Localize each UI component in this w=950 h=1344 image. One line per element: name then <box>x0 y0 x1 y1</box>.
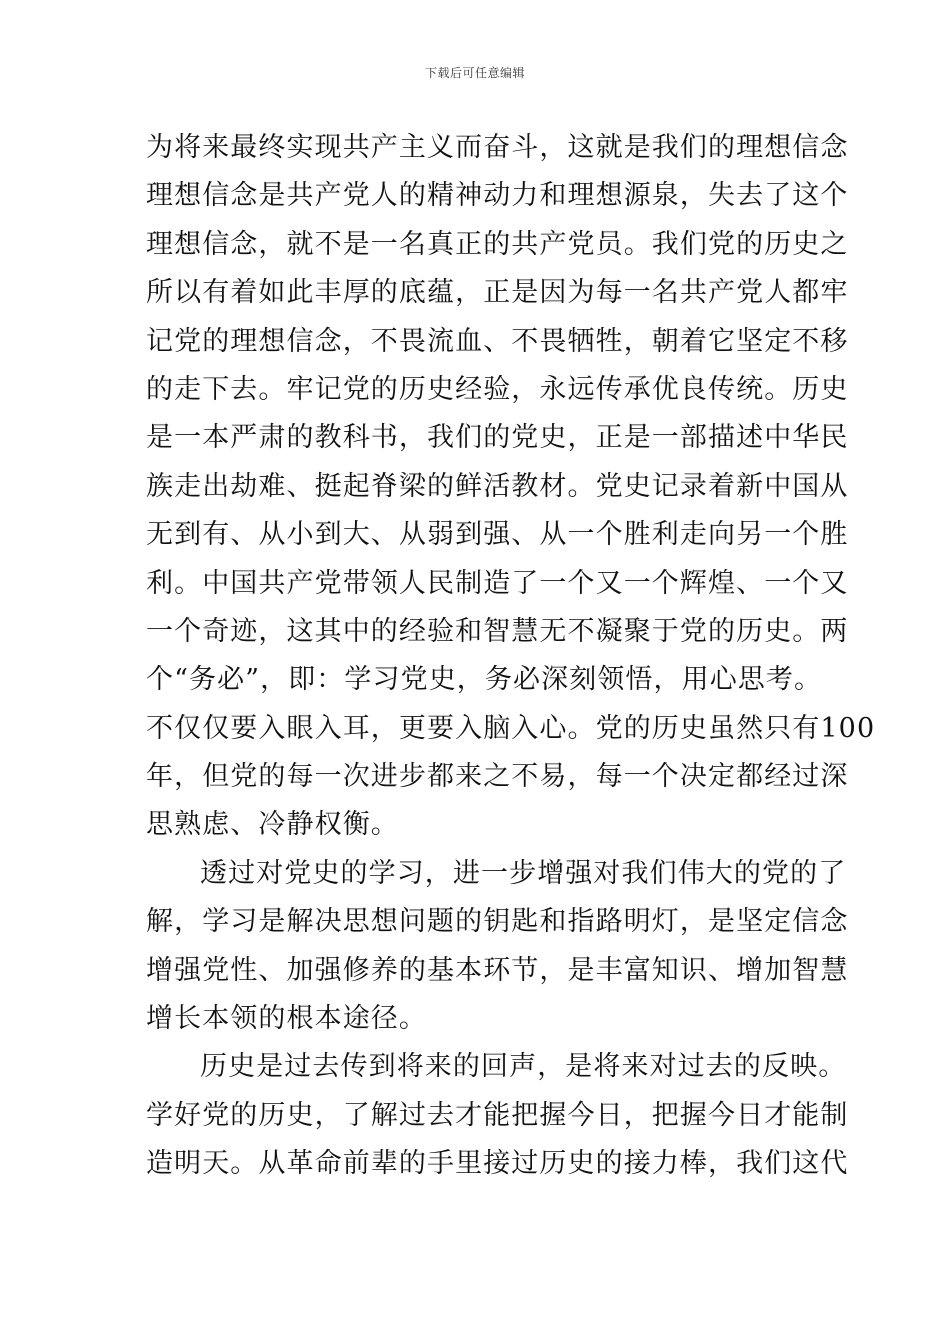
body-text <box>146 124 876 1189</box>
text-line: 为将来最终实现共产主义而奋斗，这就是我们的理想信念 <box>146 132 849 163</box>
text-line: 思熟虑、冷静权衡。 <box>146 809 399 841</box>
text-line: 理想信念，就不是一名真正的共产党员。我们党的历史之 <box>146 228 849 260</box>
text-line: 一个奇迹，这其中的经验和智慧无不凝聚于党的历史。两 <box>146 615 849 647</box>
header-note: 下载后可任意编辑 <box>424 66 525 80</box>
text-line: 解，学习是解决思想问题的钥匙和指路明灯，是坚定信念 <box>146 906 849 938</box>
text-line: 族走出劫难、挺起脊梁的鲜活教材。党史记录着新中国从 <box>146 470 849 502</box>
text-line: 记党的理想信念，不畏流血、不畏牺牲，朝着它坚定不移 <box>146 325 849 357</box>
text-line: 增强党性、加强修养的基本环节，是丰富知识、增加智慧 <box>146 954 849 986</box>
text-line: 的走下去。牢记党的历史经验，永远传承优良传统。历史 <box>146 373 849 405</box>
text-line: 造明天。从革命前辈的手里接过历史的接力棒，我们这代 <box>146 1148 849 1180</box>
text-line: 年，但党的每一次进步都来之不易，每一个决定都经过深 <box>146 761 849 793</box>
text-line: 所以有着如此丰厚的底蕴，正是因为每一名共产党人都牢 <box>146 277 849 309</box>
text-line: 是一本严肃的教科书，我们的党史，正是一部描述中华民 <box>146 422 849 454</box>
text-line: 增长本领的根本途径。 <box>146 1003 427 1035</box>
text-line: 无到有、从小到大、从弱到强、从一个胜利走向另一个胜 <box>146 519 849 551</box>
text-line: 理想信念是共产党人的精神动力和理想源泉，失去了这个 <box>146 180 849 212</box>
text-line: 利。中国共产党带领人民制造了一个又一个辉煌、一个又 <box>146 567 849 599</box>
text-line: 不仅仅要入眼入耳，更要入脑入心。党的历史虽然只有100 <box>146 712 876 744</box>
paragraph-start-line: 历史是过去传到将来的回声，是将来对过去的反映。 <box>200 1051 847 1083</box>
text-line: 学好党的历史，了解过去才能把握今日，把握今日才能制 <box>146 1099 849 1131</box>
paragraph-start-line: 透过对党史的学习，进一步增强对我们伟大的党的了 <box>200 857 847 889</box>
text-line: 个“务必”，即：学习党史，务必深刻领悟，用心思考。 <box>146 664 823 696</box>
